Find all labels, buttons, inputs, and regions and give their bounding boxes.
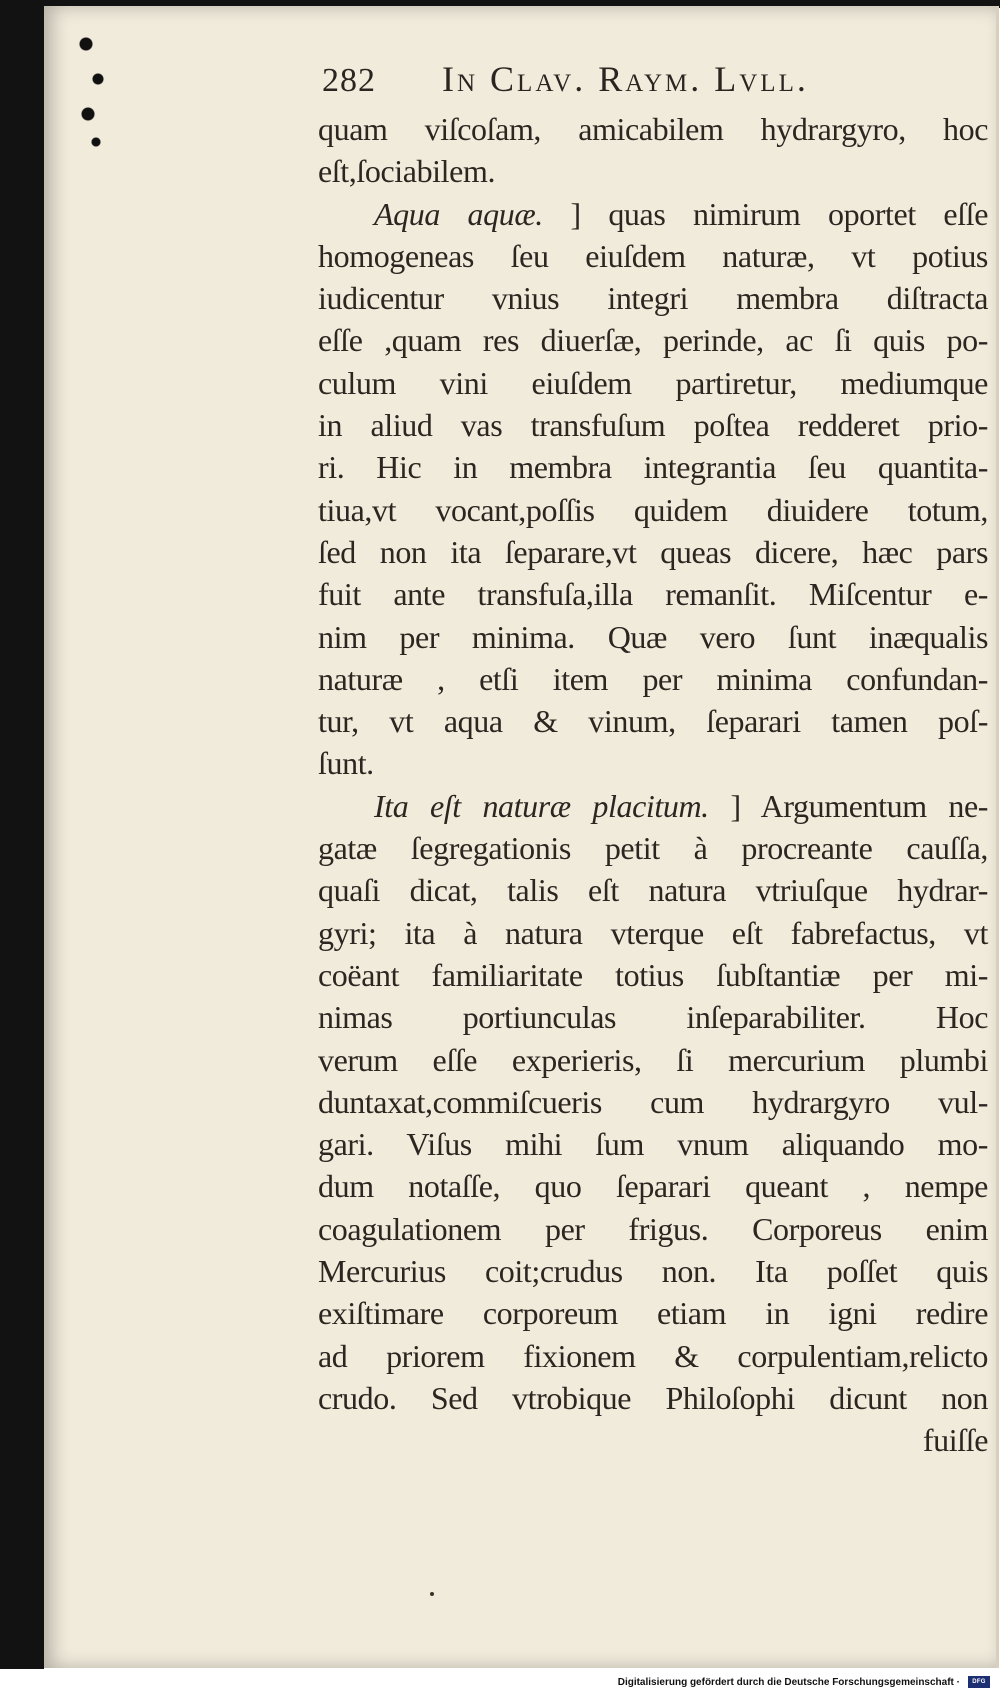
text-line: gatæ ſegregationis petit à procreante cauſſa, bbox=[318, 830, 988, 867]
paragraph-start-line bbox=[318, 193, 988, 235]
paragraph-opening-text: ] quas nimirum oportet eſſe bbox=[570, 195, 988, 232]
digitization-credit bbox=[618, 1676, 990, 1688]
text-line: Mercurius coit;crudus non. Ita poſſet quis bbox=[318, 1253, 988, 1290]
lemma: Aqua aquæ. bbox=[374, 195, 543, 232]
text-line: quaſi dicat, talis eſt natura vtriuſque hydrar- bbox=[318, 872, 988, 909]
dfg-logo: DFG bbox=[968, 1676, 990, 1688]
text-line: eſſe ,quam res diuerſæ, perinde, ac ſi quis po- bbox=[318, 322, 988, 359]
text-line: ri. Hic in membra integrantia ſeu quantita- bbox=[318, 449, 988, 486]
text-line: naturæ , etſi item per minima confundan- bbox=[318, 660, 988, 697]
text-line: duntaxat,commiſcueris cum hydrargyro vul- bbox=[318, 1083, 988, 1120]
text-line: gari. Viſus mihi ſum vnum aliquando mo- bbox=[318, 1126, 988, 1163]
text-line: exiſtimare corporeum etiam in igni redire bbox=[318, 1295, 988, 1332]
text-line: verum eſſe experieris, ſi mercurium plumbi bbox=[318, 1041, 988, 1078]
text-line: culum vini eiuſdem partiretur, mediumque bbox=[318, 364, 988, 401]
text-line: coëant familiaritate totius ſubſtantiæ per mi- bbox=[318, 956, 988, 993]
ink-speck bbox=[430, 1592, 434, 1596]
running-title: In Clav. Raym. Lvll. bbox=[442, 59, 809, 99]
credit-text: Digitalisierung gefördert durch die Deutsche Forschungsgemeinschaft · bbox=[617, 1676, 960, 1688]
text-line: dum notaſſe, quo ſeparari queant , nempe bbox=[318, 1168, 988, 1205]
text-line: quam viſcoſam, amicabilem hydrargyro, hoc bbox=[318, 111, 988, 147]
text-line: crudo. Sed vtrobique Philoſophi dicunt non bbox=[318, 1379, 988, 1416]
text-line: gyri; ita à natura vterque eſt fabrefactus, vt bbox=[318, 914, 988, 951]
text-line: nimas portiunculas inſeparabiliter. Hoc bbox=[318, 999, 988, 1036]
paragraph-opening-text: ] Argumentum ne- bbox=[730, 787, 989, 824]
text-line: homogeneas ſeu eiuſdem naturæ, vt potius bbox=[318, 237, 988, 274]
book-gutter bbox=[0, 0, 44, 1670]
paragraph-start-line bbox=[318, 785, 988, 827]
damaged-edge bbox=[74, 16, 114, 156]
text-line: tur, vt aqua & vinum, ſeparari tamen poſ- bbox=[318, 703, 988, 740]
body-text bbox=[318, 108, 988, 1462]
page-header bbox=[322, 58, 902, 106]
text-line: fuit ante transfuſa,illa remanſit. Miſcentur e- bbox=[318, 576, 988, 613]
text-line: coagulationem per frigus. Corporeus enim bbox=[318, 1210, 988, 1247]
text-line: in aliud vas transfuſum poſtea redderet prio- bbox=[318, 407, 988, 444]
lemma: Ita eſt naturæ placitum. bbox=[374, 787, 709, 824]
catchword: fuiſſe bbox=[922, 1422, 988, 1459]
footer-bar bbox=[0, 1669, 1000, 1695]
text-line: tiua,vt vocant,poſſis quidem diuidere totum, bbox=[318, 491, 988, 528]
text-line: iudicentur vnius integri membra diſtracta bbox=[318, 280, 988, 317]
text-line: ſed non ita ſeparare,vt queas dicere, hæc pars bbox=[318, 533, 988, 570]
text-line: ſunt. bbox=[318, 745, 374, 782]
page-number: 282 bbox=[322, 62, 376, 99]
text-line: nim per minima. Quæ vero ſunt inæqualis bbox=[318, 618, 988, 655]
text-line: eſt,ſociabilem. bbox=[318, 153, 496, 190]
text-line: ad priorem fixionem & corpulentiam,relicto bbox=[318, 1337, 988, 1374]
